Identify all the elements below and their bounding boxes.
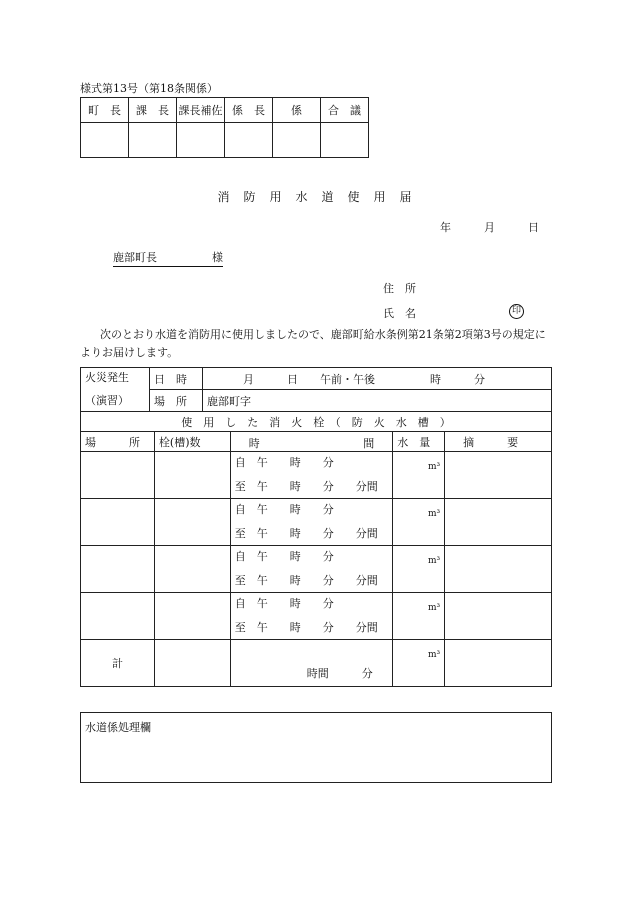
unit-label: m³ xyxy=(427,603,441,613)
form-title: 消 防 用 水 道 使 用 届 xyxy=(217,190,413,204)
body-text xyxy=(80,326,552,362)
column-time xyxy=(230,432,392,452)
approval-stamp-box xyxy=(81,123,129,158)
table-row xyxy=(81,593,552,640)
unit-label: m³ xyxy=(427,509,441,519)
date-month: 月 xyxy=(484,221,495,234)
addressee: 鹿部町長 様 xyxy=(113,249,223,267)
approval-stamp-box xyxy=(177,123,225,158)
place-label: 場 所 xyxy=(150,390,203,412)
column-time-right: 間 xyxy=(363,437,375,450)
address-label: 住 所 xyxy=(383,282,416,295)
date-line xyxy=(440,219,539,235)
time-to: 至 午 時 分 分間 xyxy=(234,480,378,493)
table-row xyxy=(81,452,552,499)
unit-label: m³ xyxy=(427,556,441,566)
approval-header-subsection-chief: 係 長 xyxy=(225,98,273,123)
unit-label: m³ xyxy=(427,462,441,472)
time-from: 自 午 時 分 xyxy=(234,456,334,469)
table-row xyxy=(81,499,552,546)
total-time: 時間 分 xyxy=(306,667,373,680)
time-to: 至 午 時 分 分間 xyxy=(234,621,378,634)
place-value: 鹿部町字 xyxy=(207,394,251,408)
date-day: 日 xyxy=(528,221,539,234)
column-count: 栓(槽)数 xyxy=(154,432,230,452)
water-section-box xyxy=(80,712,552,783)
date-year: 年 xyxy=(440,221,451,234)
fire-drill-label: （演習） xyxy=(85,394,129,407)
time-from: 自 午 時 分 xyxy=(234,503,334,516)
water-section-label: 水道係処理欄 xyxy=(85,721,151,734)
column-remarks: 摘 要 xyxy=(445,432,552,452)
time-from: 自 午 時 分 xyxy=(234,597,334,610)
datetime-value: 月 日 午前・午後 時 分 xyxy=(203,368,552,390)
form-number: 様式第13号（第18条関係） xyxy=(80,82,218,95)
column-place: 場 所 xyxy=(81,432,155,452)
approval-header-staff: 係 xyxy=(273,98,321,123)
name-label: 氏 名 xyxy=(383,307,416,320)
seal-mark: 印 xyxy=(509,304,524,319)
approval-stamp-box xyxy=(273,123,321,158)
approval-header-deputy-chief: 課長補佐 xyxy=(177,98,225,123)
approval-stamp-box xyxy=(321,123,369,158)
column-time-left: 時 xyxy=(248,437,260,450)
datetime-label: 日 時 xyxy=(150,368,203,390)
time-from: 自 午 時 分 xyxy=(234,550,334,563)
fire-occurrence-label: 火災発生 xyxy=(85,371,129,384)
approval-header-mayor: 町 長 xyxy=(81,98,129,123)
approval-stamp-box xyxy=(225,123,273,158)
time-to: 至 午 時 分 分間 xyxy=(234,527,378,540)
hydrant-header: 使 用 し た 消 火 栓 （ 防 火 水 槽 ） xyxy=(81,412,552,432)
column-volume: 水 量 xyxy=(393,432,445,452)
total-row xyxy=(81,640,552,687)
total-unit-label: m³ xyxy=(427,650,441,660)
usage-table xyxy=(80,367,552,687)
approval-stamp-box xyxy=(129,123,177,158)
approval-header-section-chief: 課 長 xyxy=(129,98,177,123)
approval-header-consultation: 合 議 xyxy=(321,98,369,123)
body-text-content: 次のとおり水道を消防用に使用しましたので、鹿部町給水条例第21条第2項第3号の規定によりお届けします。 xyxy=(80,328,546,359)
time-to: 至 午 時 分 分間 xyxy=(234,574,378,587)
total-label: 計 xyxy=(81,640,155,687)
table-row xyxy=(81,546,552,593)
approval-stamp-table xyxy=(80,97,369,158)
